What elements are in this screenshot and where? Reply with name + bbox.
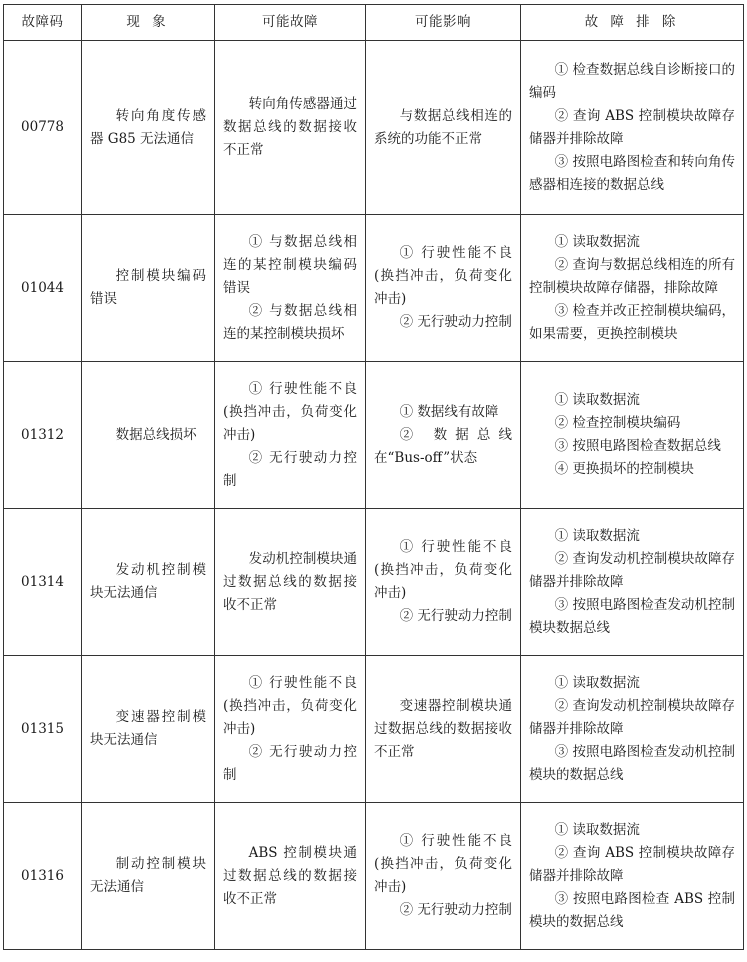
table-row: [4, 803, 744, 950]
fix-step: ① 读取数据流: [554, 233, 640, 250]
fix-step: ③ 检查并改正控制模块编码，如果需要，更换控制模块: [529, 302, 735, 342]
table-row: [4, 41, 744, 215]
fault-code: 01314: [4, 509, 82, 656]
symptom-cell: 数据总线损坏: [82, 362, 215, 509]
symptom-cell: 变速器控制模块无法通信: [82, 656, 215, 803]
symptom-cell: 转向角度传感器 G85 无法通信: [82, 41, 215, 215]
fault-code: 01315: [4, 656, 82, 803]
cause-cell: [215, 215, 366, 362]
header-fix: 故 障 排 除: [521, 5, 744, 41]
cause-cell: [215, 509, 366, 656]
cause-line: ① 行驶性能不良(换挡冲击，负荷变化冲击): [223, 674, 357, 737]
symptom-cell: 制动控制模块无法通信: [82, 803, 215, 950]
fault-code: 01316: [4, 803, 82, 950]
effect-line: ① 行驶性能不良(换挡冲击，负荷变化冲击): [374, 245, 512, 308]
cause-cell: [215, 41, 366, 215]
fix-step: ① 读取数据流: [554, 674, 640, 691]
fix-cell: [521, 215, 744, 362]
effect-cell: [366, 215, 521, 362]
fix-step: ① 检查数据总线自诊断接口的编码: [529, 61, 735, 101]
effect-line: ② 无行驶动力控制: [399, 608, 512, 625]
fault-code: 00778: [4, 41, 82, 215]
fix-step: ① 读取数据流: [554, 527, 640, 544]
fix-cell: [521, 362, 744, 509]
table-row: [4, 362, 744, 509]
header-code: 故障码: [4, 5, 82, 41]
cause-line: ABS 控制模块通过数据总线的数据接收不正常: [223, 844, 357, 907]
cause-cell: [215, 362, 366, 509]
effect-cell: [366, 41, 521, 215]
effect-line: 与数据总线相连的系统的功能不正常: [374, 107, 512, 147]
effect-cell: [366, 803, 521, 950]
fix-step: ③ 按照电路图检查发动机控制模块数据总线: [529, 596, 735, 636]
effect-line: ② 无行驶动力控制: [399, 902, 512, 918]
cause-line: ① 行驶性能不良(换挡冲击，负荷变化冲击): [223, 380, 357, 443]
table-row: [4, 509, 744, 656]
header-effect: 可能影响: [366, 5, 521, 41]
fault-code: 01312: [4, 362, 82, 509]
fix-step: ④ 更换损坏的控制模块: [554, 461, 694, 478]
effect-line: ① 行驶性能不良(换挡冲击，负荷变化冲击): [374, 833, 512, 895]
fix-step: ① 读取数据流: [554, 392, 640, 409]
fix-cell: [521, 41, 744, 215]
effect-line: ① 数据线有故障: [399, 403, 499, 420]
fix-step: ① 读取数据流: [554, 821, 640, 838]
fix-step: ② 查询发动机控制模块故障存储器并排除故障: [529, 697, 735, 737]
effect-line: ① 行驶性能不良(换挡冲击，负荷变化冲击): [374, 539, 512, 602]
cause-line: 转向角传感器通过数据总线的数据接收不正常: [223, 96, 357, 159]
fix-step: ③ 按照电路图检查和转向角传感器相连接的数据总线: [529, 153, 735, 193]
fault-code: 01044: [4, 215, 82, 362]
cause-cell: [215, 803, 366, 950]
fix-step: ② 查询与数据总线相连的所有控制模块故障存储器，排除故障: [529, 256, 735, 296]
cause-line: ② 无行驶动力控制: [223, 449, 357, 489]
fix-step: ③ 按照电路图检查数据总线: [554, 438, 721, 455]
fix-step: ② 查询 ABS 控制模块故障存储器并排除故障: [529, 107, 735, 147]
table-row: [4, 656, 744, 803]
effect-cell: [366, 656, 521, 803]
fix-cell: [521, 803, 744, 950]
effect-line: ② 无行驶动力控制: [399, 314, 512, 331]
fix-cell: [521, 509, 744, 656]
cause-line: ② 无行驶动力控制: [223, 743, 357, 783]
symptom-cell: 发动机控制模块无法通信: [82, 509, 215, 656]
effect-cell: [366, 509, 521, 656]
cause-line: ② 与数据总线相连的某控制模块损坏: [223, 302, 357, 342]
effect-line: 变速器控制模块通过数据总线的数据接收不正常: [374, 697, 512, 760]
cause-cell: [215, 656, 366, 803]
table-row: [4, 215, 744, 362]
symptom-cell: 控制模块编码错误: [82, 215, 215, 362]
fix-cell: [521, 656, 744, 803]
fix-step: ③ 按照电路图检查 ABS 控制模块的数据总线: [529, 890, 735, 930]
fix-step: ② 查询发动机控制模块故障存储器并排除故障: [529, 550, 735, 590]
effect-line: ② 数据总线在“Bus-off”状态: [374, 426, 512, 466]
header-symptom: 现 象: [82, 5, 215, 41]
header-cause: 可能故障: [215, 5, 366, 41]
fault-code-table: [3, 4, 744, 950]
fix-step: ② 检查控制模块编码: [554, 415, 681, 432]
fix-step: ③ 按照电路图检查发动机控制模块的数据总线: [529, 743, 735, 783]
cause-line: ① 与数据总线相连的某控制模块编码错误: [223, 233, 357, 296]
fix-step: ② 查询 ABS 控制模块故障存储器并排除故障: [529, 844, 735, 884]
cause-line: 发动机控制模块通过数据总线的数据接收不正常: [223, 550, 357, 613]
effect-cell: [366, 362, 521, 509]
header-row: [4, 5, 744, 41]
